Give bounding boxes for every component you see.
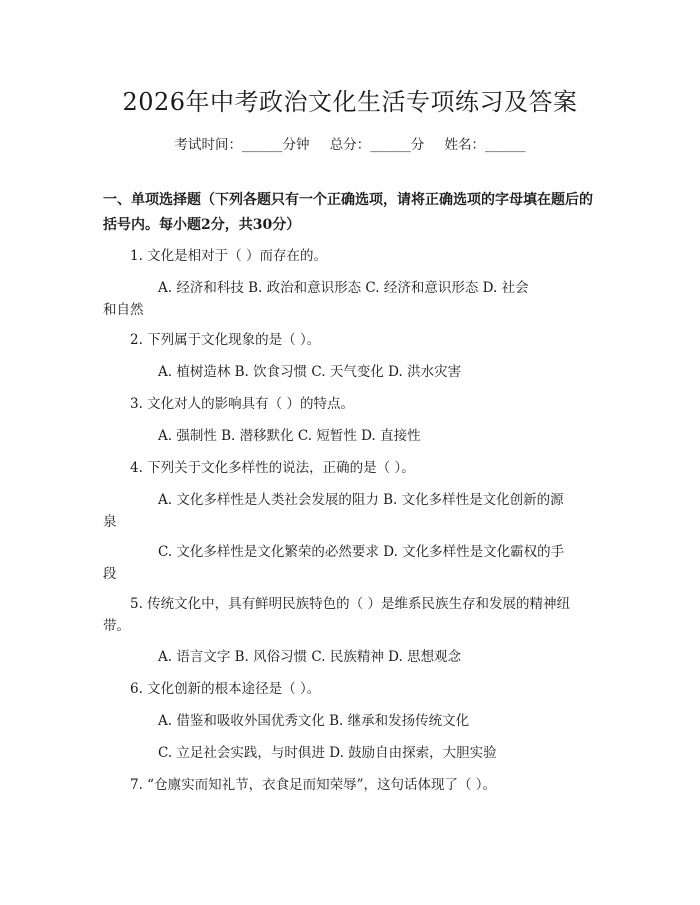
- question-4-options-cd-wrap: 段: [103, 566, 117, 582]
- question-4-options-ab-wrap: 泉: [103, 514, 117, 530]
- question-4-options-ab: A. 文化多样性是人类社会发展的阻力 B. 文化多样性是文化创新的源: [158, 492, 564, 508]
- exam-time-field: 考试时间：______分钟: [174, 137, 310, 153]
- total-score-field: 总分：______分: [329, 137, 425, 153]
- name-field: 姓名：______: [444, 137, 526, 153]
- question-2-stem: 2. 下列属于文化现象的是（ ）。: [130, 332, 321, 348]
- document-title: 2026年中考政治文化生活专项练习及答案: [122, 88, 578, 116]
- question-5-stem-wrap: 带。: [103, 618, 130, 634]
- question-6-options-ab: A. 借鉴和吸收外国优秀文化 B. 继承和发扬传统文化: [158, 713, 470, 729]
- question-3-options: A. 强制性 B. 潜移默化 C. 短暂性 D. 直接性: [158, 428, 421, 444]
- question-6-options-cd: C. 立足社会实践，与时俱进 D. 鼓励自由探索，大胆实验: [158, 745, 497, 761]
- question-3-stem: 3. 文化对人的影响具有（ ）的特点。: [130, 396, 354, 412]
- question-5-options: A. 语言文字 B. 风俗习惯 C. 民族精神 D. 思想观念: [158, 649, 462, 665]
- section-heading: 一、单项选择题（下列各题只有一个正确选项，请将正确选项的字母填在题后的括号内。每小题2分，共30分）: [103, 192, 593, 233]
- question-2-options: A. 植树造林 B. 饮食习惯 C. 天气变化 D. 洪水灾害: [158, 364, 462, 380]
- question-4-stem: 4. 下列关于文化多样性的说法，正确的是（ ）。: [130, 460, 415, 476]
- question-1-options: A. 经济和科技 B. 政治和意识形态 C. 经济和意识形态 D. 社会: [158, 280, 529, 296]
- exam-meta: [0, 133, 700, 153]
- question-6-stem: 6. 文化创新的根本途径是（ ）。: [130, 681, 321, 697]
- question-1-stem: 1. 文化是相对于（ ）而存在的。: [130, 248, 327, 264]
- question-7-stem: 7. “仓廪实而知礼节，衣食足而知荣辱”，这句话体现了（ ）。: [130, 777, 497, 793]
- question-4-options-cd: C. 文化多样性是文化繁荣的必然要求 D. 文化多样性是文化霸权的手: [158, 544, 565, 560]
- question-5-stem: 5. 传统文化中，具有鲜明民族特色的（ ）是维系民族生存和发展的精神纽: [130, 596, 570, 612]
- question-1-options-wrap: 和自然: [103, 302, 144, 318]
